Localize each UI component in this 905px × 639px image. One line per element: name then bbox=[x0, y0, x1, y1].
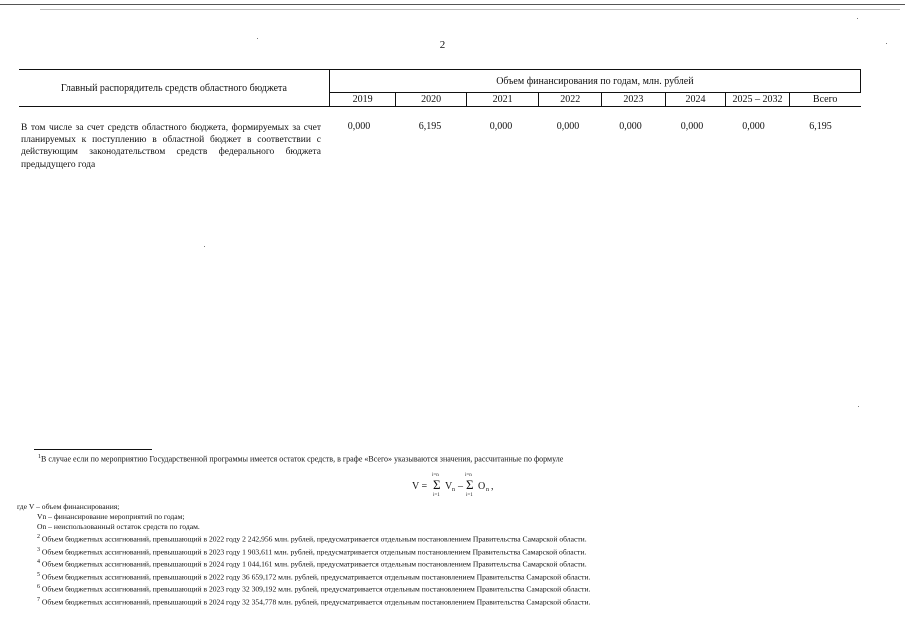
scan-speck bbox=[886, 43, 887, 44]
year-header: 2022 bbox=[539, 93, 602, 107]
formula-tail: , bbox=[491, 481, 494, 492]
footnote-mark: 4 bbox=[37, 559, 40, 566]
value-2020: 6,195 bbox=[418, 121, 442, 132]
footnote-item bbox=[17, 582, 590, 595]
financing-header-table bbox=[19, 69, 861, 107]
scan-speck bbox=[858, 406, 859, 407]
total-header: Всего bbox=[789, 93, 860, 107]
scan-speck bbox=[857, 18, 858, 19]
footnote-text: Объем бюджетных ассигнований, превышающий в 2023 году 32 309,192 млн. рублей, предусматривается отдельным постановлением Правительства Самарской области. bbox=[41, 584, 591, 594]
where-line: Vn – финансирование мероприятий по годам; bbox=[37, 512, 185, 521]
scan-edge-line-faint bbox=[40, 9, 900, 10]
sum-icon: Σ bbox=[466, 477, 474, 492]
footnote-text: Объем бюджетных ассигнований, превышающий в 2023 году 1 903,611 млн. рублей, предусматривается отдельным постановлением Правительства Самарской области. bbox=[41, 547, 587, 557]
formula-sum1-top: i=n bbox=[432, 473, 439, 478]
value-2025-2032: 0,000 bbox=[742, 121, 765, 132]
footnote-item bbox=[17, 545, 590, 558]
value-2024: 0,000 bbox=[680, 121, 704, 132]
footnote-item bbox=[17, 570, 590, 583]
formula-sum1-bottom: i=1 bbox=[433, 493, 440, 498]
value-total: 6,195 bbox=[809, 121, 832, 132]
footnote-item bbox=[17, 595, 590, 608]
value-2023: 0,000 bbox=[619, 121, 642, 132]
year-header: 2020 bbox=[396, 93, 467, 107]
scan-speck bbox=[204, 246, 205, 247]
scan-edge-line bbox=[0, 4, 905, 5]
footnote-item bbox=[17, 532, 590, 545]
formula-lhs: V = bbox=[412, 481, 428, 492]
value-2021: 0,000 bbox=[489, 121, 513, 132]
formula-term1-sub: n bbox=[452, 487, 455, 493]
year-header: 2024 bbox=[665, 93, 726, 107]
year-header: 2019 bbox=[329, 93, 396, 107]
footnote-text: Объем бюджетных ассигнований, превышающий в 2024 году 1 044,161 млн. рублей, предусматривается отдельным постановлением Правительства Самарской области. bbox=[41, 559, 587, 569]
page-number: 2 bbox=[439, 39, 446, 51]
formula-minus: – bbox=[458, 481, 463, 492]
footnote-mark: 5 bbox=[37, 571, 40, 578]
formula-sum2-top: i=n bbox=[465, 473, 472, 478]
formula-term2: O bbox=[478, 481, 486, 492]
formula bbox=[412, 474, 522, 498]
footnote-mark: 6 bbox=[37, 584, 40, 591]
where-line: On – неиспользованный остаток средств по годам. bbox=[37, 522, 200, 531]
footnote-1 bbox=[38, 454, 563, 464]
year-header: 2021 bbox=[466, 93, 539, 107]
header-volume-cell: Объем финансирования по годам, млн. рублей bbox=[329, 70, 860, 93]
footnote-item bbox=[17, 557, 590, 570]
footnote-mark: 7 bbox=[37, 596, 40, 603]
footnote-text: Объем бюджетных ассигнований, превышающий в 2024 году 32 354,778 млн. рублей, предусматривается отдельным постановлением Правительства Самарской области. bbox=[41, 597, 591, 607]
footnote-separator bbox=[34, 449, 152, 450]
footnote-text: Объем бюджетных ассигнований, превышающий в 2022 году 2 242,956 млн. рублей, предусматривается отдельным постановлением Правительства Самарской области. bbox=[41, 534, 587, 544]
row-label: В том числе за счет средств областного бюджета, формируемых за счет планируемых к поступлению в областной бюджет в соответствии с действующим законодательством средств федерального бюджета предыдущего года bbox=[21, 123, 321, 170]
footnote-text: Объем бюджетных ассигнований, превышающий в 2022 году 36 659,172 млн. рублей, предусматривается отдельным постановлением Правительства Самарской области. bbox=[41, 572, 591, 582]
footnotes-block bbox=[17, 502, 590, 607]
header-main-cell: Главный распорядитель средств областного бюджета bbox=[19, 70, 329, 107]
footnote-mark: 1 bbox=[38, 454, 41, 460]
value-2019: 0,000 bbox=[347, 121, 371, 132]
where-line: где V – объем финансирования; bbox=[17, 502, 120, 511]
formula-term2-sub: n bbox=[486, 487, 489, 493]
footnote-text: В случае если по мероприятию Государственной программы имеется остаток средств, в графе «Всего» указываются значения, рассчитанные по формуле bbox=[41, 454, 564, 464]
formula-term1: V bbox=[445, 481, 453, 492]
footnote-mark: 3 bbox=[37, 546, 40, 553]
sum-icon: Σ bbox=[433, 477, 441, 492]
footnote-mark: 2 bbox=[37, 534, 40, 540]
year-header: 2025 – 2032 bbox=[726, 93, 790, 107]
value-2022: 0,000 bbox=[556, 121, 580, 132]
formula-sum2-bottom: i=1 bbox=[466, 493, 473, 498]
year-header: 2023 bbox=[602, 93, 666, 107]
